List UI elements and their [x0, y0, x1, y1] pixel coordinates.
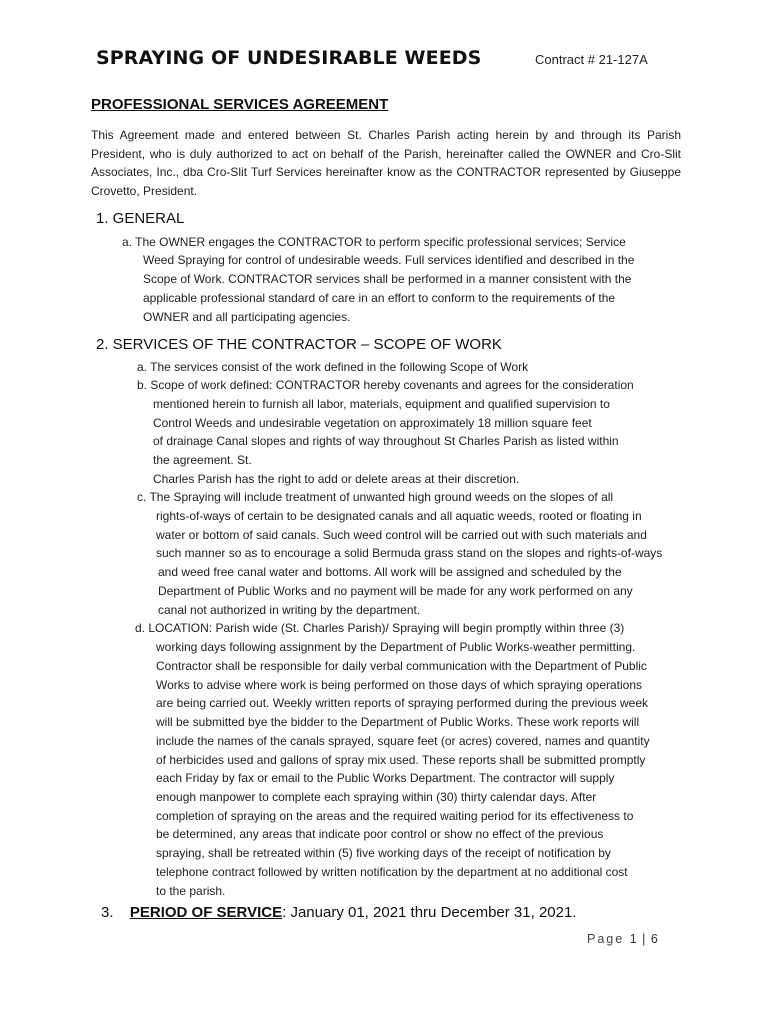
section-2-line: Control Weeds and undesirable vegetation on approximately 18 million square feet — [153, 416, 592, 430]
section-2-line: canal not authorized in writing by the department. — [158, 603, 421, 617]
section-2-line: a. The services consist of the work defined in the following Scope of Work — [137, 360, 529, 374]
section-heading-general: 1. GENERAL — [96, 210, 185, 227]
section-1-line: OWNER and all participating agencies. — [143, 310, 351, 324]
section-2-line: to the parish. — [156, 884, 226, 898]
section-2-line: of drainage Canal slopes and rights of way throughout St Charles Parish as listed within — [153, 434, 619, 448]
section-2-line: include the names of the canals sprayed, square feet (or acres) covered, names and quantity — [156, 734, 650, 748]
section-2-line: are being carried out. Weekly written reports of spraying performed during the previous week — [156, 696, 649, 710]
section-1-line: a. The OWNER engages the CONTRACTOR to perform specific professional services; Service — [122, 235, 626, 249]
agreement-heading: PROFESSIONAL SERVICES AGREEMENT — [91, 96, 389, 113]
section-2-line: be determined, any areas that indicate poor control or show no effect of the previous — [156, 827, 604, 841]
section-2-line: Contractor shall be responsible for daily verbal communication with the Department of Public — [156, 659, 647, 673]
section-2-line: mentioned herein to furnish all labor, materials, equipment and qualified supervision to — [153, 397, 610, 411]
section-2-line: each Friday by fax or email to the Public Works Department. The contractor will supply — [156, 771, 615, 785]
period-label: PERIOD OF SERVICE — [129, 904, 283, 921]
section-2-line: working days following assignment by the Department of Public Works-weather permitting. — [156, 640, 636, 654]
section-2-line: such manner so as to encourage a solid Bermuda grass stand on the slopes and rights-of-ways — [156, 546, 663, 560]
section-2-line: rights-of-ways of certain to be designated canals and all aquatic weeds, rooted or floating in — [156, 509, 642, 523]
section-1-line: Scope of Work. CONTRACTOR services shall be performed in a manner consistent with the — [143, 272, 632, 286]
page-word: Page — [587, 932, 625, 946]
section-2-line: spraying, shall be retreated within (5) five working days of the receipt of notification by — [156, 846, 611, 860]
section-2-line: will be submitted bye the bidder to the Department of Public Works. These work reports will — [156, 715, 640, 729]
page-footer — [587, 932, 658, 946]
document-title: SPRAYING OF UNDESIRABLE WEEDS — [96, 47, 482, 69]
section-2-line: c. The Spraying will include treatment of unwanted high ground weeds on the slopes of all — [137, 490, 614, 504]
intro-paragraph: This Agreement made and entered between St. Charles Parish acting herein by and through its Parish President, who is duly authorized to act on behalf of the Parish, hereinafter called the OWNER and Cro-Slit Associates, Inc., dba Cro-Slit Turf Services hereinafter know as the CONTRACTOR represented by Giuseppe Crovetto, President. — [91, 128, 681, 199]
section-2-line: Works to advise where work is being performed on those days of which spraying operations — [156, 678, 643, 692]
page-number: 1 — [629, 932, 637, 946]
section-2-line: d. LOCATION: Parish wide (St. Charles Parish)/ Spraying will begin promptly within three (3) — [135, 621, 625, 635]
section-2-line: the agreement. St. — [153, 453, 252, 467]
period-dates: : January 01, 2021 thru December 31, 2021. — [282, 904, 577, 921]
section-heading-period-of-service — [101, 904, 576, 921]
section-heading-scope-of-work: 2. SERVICES OF THE CONTRACTOR – SCOPE OF WORK — [96, 336, 502, 353]
contract-number: Contract # 21-127A — [535, 52, 648, 67]
section-2-line: enough manpower to complete each spraying within (30) thirty calendar days. After — [156, 790, 597, 804]
section-2-line: of herbicides used and gallons of spray mix used. These reports shall be submitted promptly — [156, 753, 646, 767]
section-2-line: and weed free canal water and bottoms. All work will be assigned and scheduled by the — [158, 565, 622, 579]
section-2-line: Department of Public Works and no payment will be made for any work performed on any — [158, 584, 633, 598]
section-1-line: Weed Spraying for control of undesirable weeds. Full services identified and described in the — [143, 253, 635, 267]
section-2-line: water or bottom of said canals. Such weed control will be carried out with such materials and — [156, 528, 647, 542]
period-number: 3. — [101, 904, 114, 921]
section-2-line: completion of spraying on the areas and the required waiting period for its effectiveness to — [156, 809, 634, 823]
page-separator: | — [642, 932, 646, 946]
total-pages: 6 — [650, 932, 658, 946]
section-2-line: b. Scope of work defined: CONTRACTOR hereby covenants and agrees for the consideration — [137, 378, 634, 392]
section-2-line: Charles Parish has the right to add or delete areas at their discretion. — [153, 472, 520, 486]
section-2-line: telephone contract followed by written notification by the department at no additional cost — [156, 865, 628, 879]
section-1-line: applicable professional standard of care in an effort to conform to the requirements of the — [143, 291, 616, 305]
